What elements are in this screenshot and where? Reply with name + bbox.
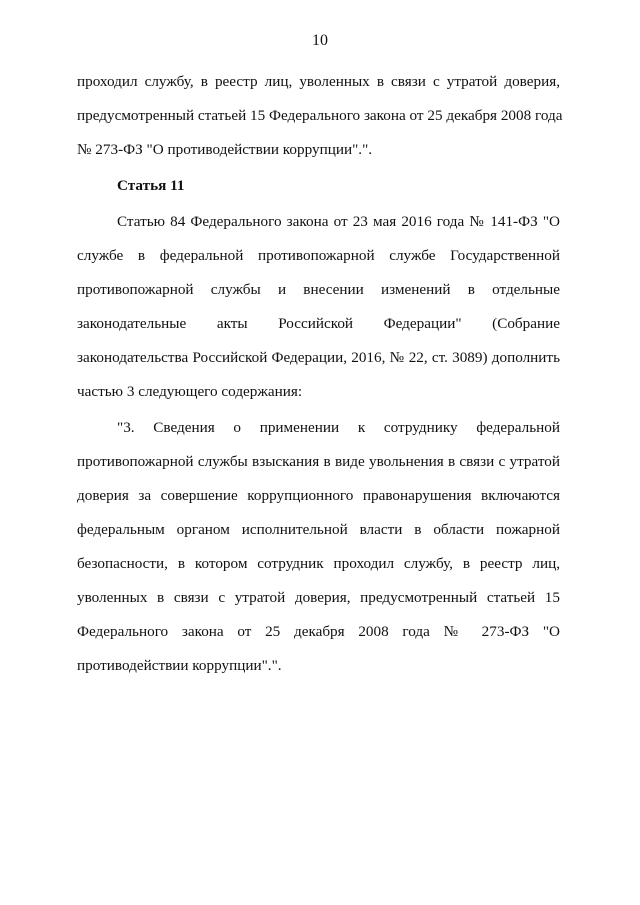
- text-line: частью 3 следующего содержания:: [77, 383, 303, 400]
- text-line: федеральным органом исполнительной власти в области пожарной: [77, 521, 560, 538]
- page-number: 10: [312, 32, 328, 49]
- text-line: законодательства Российской Федерации, 2016, № 22, ст. 3089) дополнить: [77, 349, 560, 366]
- text-line: службе в федеральной противопожарной службе Государственной: [77, 247, 560, 264]
- text-line: Статью 84 Федерального закона от 23 мая 2016 года № 141-ФЗ "О: [117, 213, 560, 230]
- text-line: проходил службу, в реестр лиц, уволенных в связи с утратой доверия,: [77, 73, 560, 90]
- text-line: доверия за совершение коррупционного правонарушения включаются: [77, 487, 560, 504]
- text-line: предусмотренный статьей 15 Федерального закона от 25 декабря 2008 года: [77, 107, 563, 124]
- text-line: уволенных в связи с утратой доверия, предусмотренный статьей 15: [77, 589, 560, 606]
- text-line: Федерального закона от 25 декабря 2008 года № 273-ФЗ "О: [77, 623, 560, 640]
- text-line: законодательные акты Российской Федерации" (Собрание: [77, 315, 560, 332]
- text-line: безопасности, в котором сотрудник проходил службу, в реестр лиц,: [77, 555, 560, 572]
- text-line: противодействии коррупции".".: [77, 657, 282, 674]
- text-line: "3. Сведения о применении к сотруднику федеральной: [117, 419, 560, 436]
- text-line: противопожарной службы и внесении изменений в отдельные: [77, 281, 560, 298]
- article-heading: Статья 11: [117, 177, 185, 194]
- text-line: № 273-ФЗ "О противодействии коррупции".".: [77, 141, 373, 158]
- text-line: противопожарной службы взыскания в виде увольнения в связи с утратой: [77, 453, 560, 470]
